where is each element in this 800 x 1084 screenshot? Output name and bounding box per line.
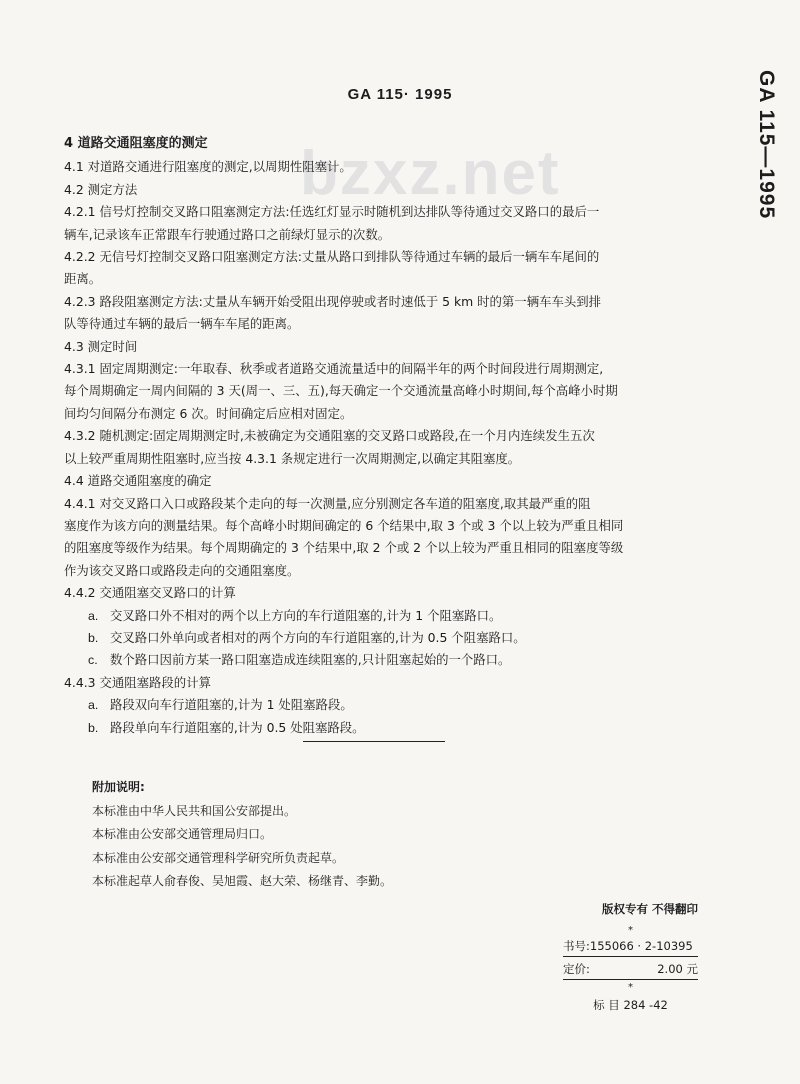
star-divider: * xyxy=(628,925,633,936)
side-standard-code: GA 115—1995 xyxy=(755,70,778,220)
clause-4-2-3-cont: 队等待通过车辆的最后一辆车车尾的距离。 xyxy=(64,316,300,332)
clause-4-2-1-cont: 辆车,记录该车正常跟车行驶通过路口之前绿灯显示的次数。 xyxy=(64,226,391,242)
notes-line: 本标准由公安部交通管理科学研究所负责起草。 xyxy=(92,850,345,865)
clause-4-3-2-cont: 以上较严重周期性阻塞时,应当按 4.3.1 条规定进行一次周期测定,以确定其阻塞度。 xyxy=(64,450,521,466)
additional-notes xyxy=(92,776,392,894)
section-divider xyxy=(303,741,445,742)
watermark: bzxz.net xyxy=(300,139,561,208)
clause-4-3-1-cont: 间均匀间隔分布测定 6 次。时间确定后应相对固定。 xyxy=(64,405,353,421)
clause-4-4-1: 4.4.1 对交叉路口入口或路段某个走向的每一次测量,应分别测定各车道的阻塞度,取其最严重的阻 xyxy=(64,495,591,511)
clause-4-3-1: 4.3.1 固定周期测定:一年取春、秋季或者道路交通流量适中的间隔半年的两个时间段进行周期测定, xyxy=(64,361,604,377)
item-text: 交叉路口外单向或者相对的两个方向的车行道阻塞的,计为 0.5 个阻塞路口。 xyxy=(110,629,526,645)
clause-4-2-1: 4.2.1 信号灯控制交叉路口阻塞测定方法:任选红灯显示时随机到达排队等待通过交叉路口的最后一 xyxy=(64,204,600,220)
clause-4-2-2-cont: 距离。 xyxy=(64,271,102,287)
notes-heading: 附加说明: xyxy=(92,780,145,794)
document-body xyxy=(64,133,692,739)
section-title: 4 道路交通阻塞度的测定 xyxy=(64,136,208,151)
list-item xyxy=(64,605,692,627)
book-number: 书号:155066 · 2-10395 xyxy=(563,938,698,957)
notes-line: 本标准由中华人民共和国公安部提出。 xyxy=(92,803,297,818)
price-row xyxy=(563,961,698,980)
item-text: 路段单向车行道阻塞的,计为 0.5 处阻塞路段。 xyxy=(110,719,365,735)
clause-4-2-2: 4.2.2 无信号灯控制交叉路口阻塞测定方法:丈量从路口到排队等待通过车辆的最后一辆车车尾间的 xyxy=(64,249,600,265)
notes-line: 本标准由公安部交通管理局归口。 xyxy=(92,827,273,841)
item-marker: a. xyxy=(88,698,99,713)
clause-4-3: 4.3 测定时间 xyxy=(64,338,138,354)
copyright-notice: 版权专有 不得翻印 xyxy=(601,902,698,916)
item-marker: b. xyxy=(88,630,99,645)
page-header: GA 115· 1995 xyxy=(347,86,453,103)
list-item xyxy=(64,694,692,716)
list-item xyxy=(64,717,692,739)
clause-4-4-1-cont: 的阻塞度等级作为结果。每个周期确定的 3 个结果中,取 2 个或 2 个以上较为严重且相同的阻塞度等级 xyxy=(64,540,624,556)
clause-4-3-2: 4.3.2 随机测定:固定周期测定时,未被确定为交通阻塞的交叉路口或路段,在一个月内连续发生五次 xyxy=(64,428,595,444)
catalog-mark: 标 目 284 -42 xyxy=(593,998,668,1012)
item-text: 交叉路口外不相对的两个以上方向的车行道阻塞的,计为 1 个阻塞路口。 xyxy=(110,607,502,623)
price-value: 2.00 元 xyxy=(657,962,698,976)
clause-4-4: 4.4 道路交通阻塞度的确定 xyxy=(64,473,212,489)
clause-4-4-1-cont: 塞度作为该方向的测量结果。每个高峰小时期间确定的 6 个结果中,取 3 个或 3 个以上较为严重且相同 xyxy=(64,517,624,533)
clause-4-3-1-cont: 每个周期确定一周内间隔的 3 天(周一、三、五),每天确定一个交通流量高峰小时期间,每个高峰小时期 xyxy=(64,383,618,399)
item-text: 路段双向车行道阻塞的,计为 1 处阻塞路段。 xyxy=(110,697,353,713)
item-marker: b. xyxy=(88,720,99,735)
clause-4-1: 4.1 对道路交通进行阻塞度的测定,以周期性阻塞计。 xyxy=(64,159,352,175)
item-text: 数个路口因前方某一路口阻塞造成连续阻塞的,只计阻塞起始的一个路口。 xyxy=(110,652,511,668)
list-item xyxy=(64,627,692,649)
clause-4-4-2: 4.4.2 交通阻塞交叉路口的计算 xyxy=(64,585,236,601)
notes-line: 本标准起草人俞春俊、吴旭霞、赵大荣、杨继青、李勤。 xyxy=(92,874,393,888)
list-item xyxy=(64,649,692,671)
clause-4-2-3: 4.2.3 路段阻塞测定方法:丈量从车辆开始受阻出现停驶或者时速低于 5 km 时的第一辆车车头到排 xyxy=(64,293,602,309)
price-label: 定价: xyxy=(563,962,590,976)
clause-4-4-1-cont: 作为该交叉路口或路段走向的交通阻塞度。 xyxy=(64,562,300,578)
item-marker: a. xyxy=(88,608,99,623)
publication-footer xyxy=(563,901,698,1013)
clause-4-4-3: 4.4.3 交通阻塞路段的计算 xyxy=(64,674,211,690)
item-marker: c. xyxy=(88,653,98,668)
star-divider: * xyxy=(628,982,633,993)
clause-4-2: 4.2 测定方法 xyxy=(64,181,138,197)
